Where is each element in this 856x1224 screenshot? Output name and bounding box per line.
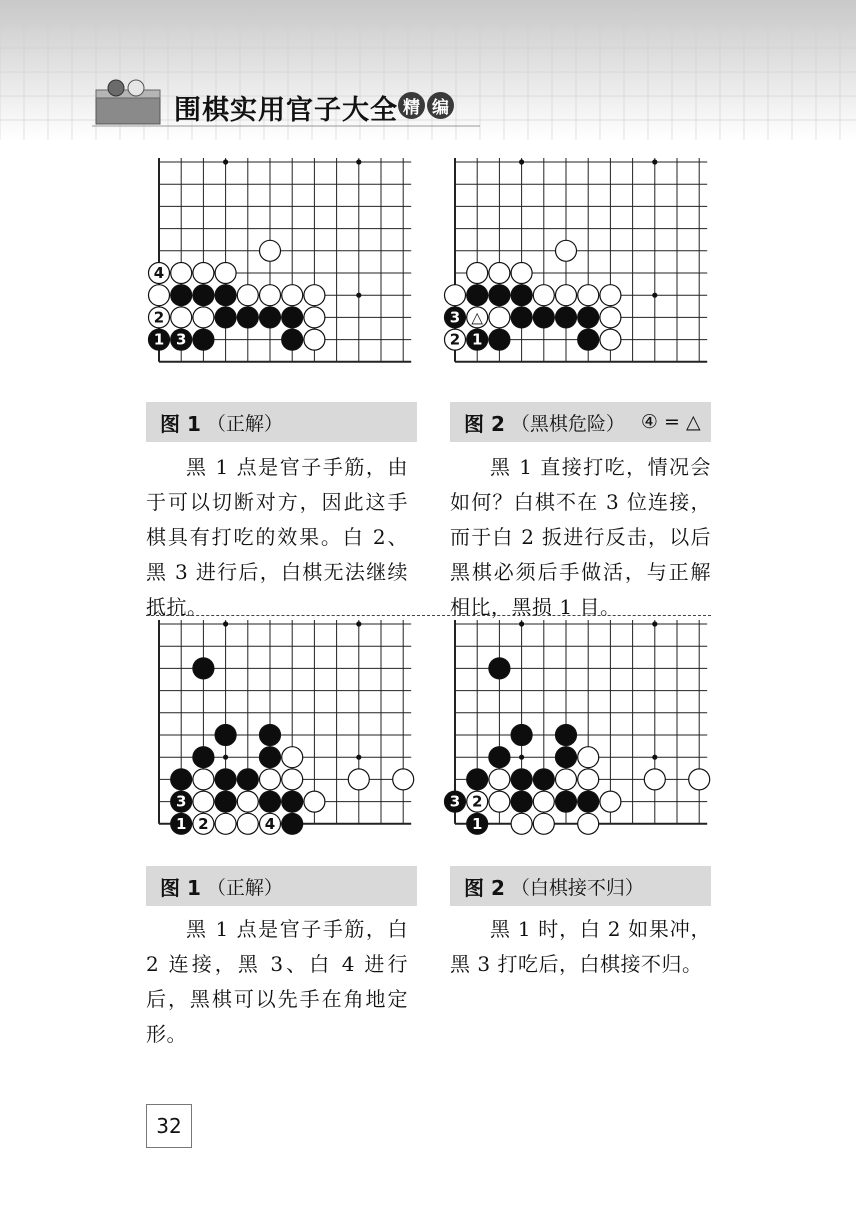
black-stone	[193, 658, 214, 679]
black-stone	[215, 307, 236, 328]
black-stone	[511, 725, 532, 746]
figure-note: （黑棋危险）	[510, 412, 625, 435]
white-stone	[304, 285, 325, 306]
black-stone	[215, 791, 236, 812]
paragraph: 黑 1 直接打吃，情况会如何？白棋不在 3 位连接，而于白 2 扳进行反击，以后黑棋必须后手做活，与正解相比，黑损 1 目。	[450, 455, 711, 619]
black-stone	[556, 791, 577, 812]
figure-label: 图 2	[464, 875, 505, 900]
go-diagram-figure-2-second	[440, 620, 716, 852]
black-stone	[237, 307, 258, 328]
move-number-label: 1	[153, 330, 165, 349]
go-board-logo-icon	[92, 76, 164, 128]
paragraph: 黑 1 时，白 2 如果冲，黑 3 打吃后，白棋接不归。	[450, 917, 711, 976]
black-stone	[282, 791, 303, 812]
move-number-label: 3	[449, 308, 461, 327]
move-number-label: 2	[471, 792, 483, 811]
white-stone	[260, 769, 281, 790]
figure-label: 图 1	[160, 875, 201, 900]
white-stone	[215, 813, 236, 834]
white-stone	[489, 769, 510, 790]
black-stone	[533, 307, 554, 328]
black-stone	[171, 769, 192, 790]
star-point	[519, 755, 524, 760]
figure-caption	[450, 402, 711, 442]
white-stone	[600, 329, 621, 350]
white-stone	[215, 263, 236, 284]
figure-note: （正解）	[206, 876, 283, 899]
black-stone	[260, 725, 281, 746]
move-number-label: 2	[449, 330, 461, 349]
white-stone	[282, 769, 303, 790]
white-stone	[533, 791, 554, 812]
white-stone	[578, 285, 599, 306]
page-header	[0, 0, 856, 140]
figure-label: 图 2	[464, 411, 505, 436]
figure-caption	[450, 866, 711, 906]
black-stone	[282, 307, 303, 328]
figure-label: 图 1	[160, 411, 201, 436]
black-stone	[215, 285, 236, 306]
star-point	[652, 755, 657, 760]
move-number-label: 1	[175, 814, 187, 833]
black-stone	[511, 307, 532, 328]
move-number-label: 3	[175, 330, 187, 349]
star-point	[652, 293, 657, 298]
go-diagram-figure-1-second	[144, 620, 420, 852]
figure-explanation	[450, 912, 711, 982]
black-stone	[489, 658, 510, 679]
black-stone	[215, 769, 236, 790]
white-stone	[533, 813, 554, 834]
figure-caption	[146, 402, 417, 442]
white-stone	[445, 285, 466, 306]
white-stone	[556, 240, 577, 261]
white-stone	[600, 285, 621, 306]
figure-explanation	[450, 450, 711, 625]
black-stone	[282, 329, 303, 350]
white-stone	[393, 769, 414, 790]
white-stone	[533, 285, 554, 306]
move-number-label: 2	[198, 814, 209, 833]
white-stone	[149, 285, 170, 306]
black-stone	[556, 307, 577, 328]
black-stone	[193, 747, 214, 768]
black-stone	[556, 747, 577, 768]
move-number-label: 4	[264, 814, 276, 833]
star-point	[356, 293, 361, 298]
white-stone	[511, 263, 532, 284]
black-stone	[467, 285, 488, 306]
star-point	[652, 159, 657, 164]
white-stone	[348, 769, 369, 790]
paragraph: 黑 1 点是官子手筋，由于可以切断对方，因此这手棋具有打吃的效果。白 2、黑 3 进行后，白棋无法继续抵抗。	[146, 455, 408, 619]
star-point	[519, 159, 524, 164]
move-number-label: 2	[153, 308, 165, 327]
figure-explanation	[146, 450, 408, 625]
go-diagram-figure-2	[440, 158, 716, 380]
star-point	[223, 159, 228, 164]
black-stone	[489, 285, 510, 306]
black-stone	[511, 791, 532, 812]
go-diagram-figure-1	[144, 158, 420, 380]
section-divider	[146, 615, 711, 616]
figure-note: （白棋接不归）	[510, 876, 644, 899]
white-stone	[578, 769, 599, 790]
white-stone	[600, 791, 621, 812]
edition-badge: 编	[427, 92, 454, 119]
book-title: 围棋实用官子大全	[174, 95, 398, 126]
white-stone	[689, 769, 710, 790]
edition-badges	[398, 92, 454, 119]
black-stone	[578, 791, 599, 812]
black-stone	[215, 725, 236, 746]
white-stone	[489, 263, 510, 284]
move-number-label: 1	[471, 330, 483, 349]
white-stone	[578, 747, 599, 768]
figure-caption	[146, 866, 417, 906]
page-number: 32	[146, 1104, 192, 1148]
black-stone	[511, 769, 532, 790]
white-stone	[467, 263, 488, 284]
black-stone	[511, 285, 532, 306]
black-stone	[282, 813, 303, 834]
white-stone	[171, 263, 192, 284]
white-stone	[260, 240, 281, 261]
star-point	[356, 159, 361, 164]
black-stone	[171, 285, 192, 306]
black-stone	[237, 769, 258, 790]
black-stone	[556, 725, 577, 746]
black-stone	[260, 747, 281, 768]
paragraph: 黑 1 点是官子手筋，白 2 连接，黑 3、白 4 进行后，黑棋可以先手在角地定形。	[146, 917, 408, 1046]
white-stone	[193, 263, 214, 284]
move-number-label: 4	[153, 264, 165, 282]
white-stone	[304, 307, 325, 328]
white-stone	[237, 791, 258, 812]
figure-note: （正解）	[206, 412, 283, 435]
white-stone	[282, 285, 303, 306]
white-stone	[304, 791, 325, 812]
figure-extra-note: ④ = △	[640, 411, 701, 433]
black-stone	[193, 329, 214, 350]
black-stone	[578, 307, 599, 328]
black-stone	[489, 329, 510, 350]
white-stone	[511, 813, 532, 834]
white-stone	[644, 769, 665, 790]
white-stone	[237, 813, 258, 834]
white-stone	[556, 285, 577, 306]
white-stone	[489, 307, 510, 328]
white-stone	[578, 813, 599, 834]
black-stone	[533, 769, 554, 790]
black-stone	[260, 791, 281, 812]
star-point	[223, 755, 228, 760]
move-number-label: 3	[449, 792, 461, 811]
white-stone	[171, 307, 192, 328]
edition-badge: 精	[398, 92, 425, 119]
white-stone	[489, 791, 510, 812]
star-point	[356, 755, 361, 760]
white-stone	[282, 747, 303, 768]
black-stone	[193, 285, 214, 306]
white-stone	[237, 285, 258, 306]
white-stone	[304, 329, 325, 350]
white-stone	[193, 769, 214, 790]
white-stone	[556, 769, 577, 790]
move-number-label: 3	[175, 792, 187, 811]
black-stone	[578, 329, 599, 350]
white-stone	[193, 791, 214, 812]
white-stone	[260, 285, 281, 306]
black-stone	[260, 307, 281, 328]
black-stone	[467, 769, 488, 790]
white-stone	[193, 307, 214, 328]
move-number-label: △	[471, 308, 483, 327]
move-number-label: 1	[471, 814, 483, 833]
black-stone	[489, 747, 510, 768]
white-stone	[600, 307, 621, 328]
figure-explanation	[146, 912, 408, 1052]
